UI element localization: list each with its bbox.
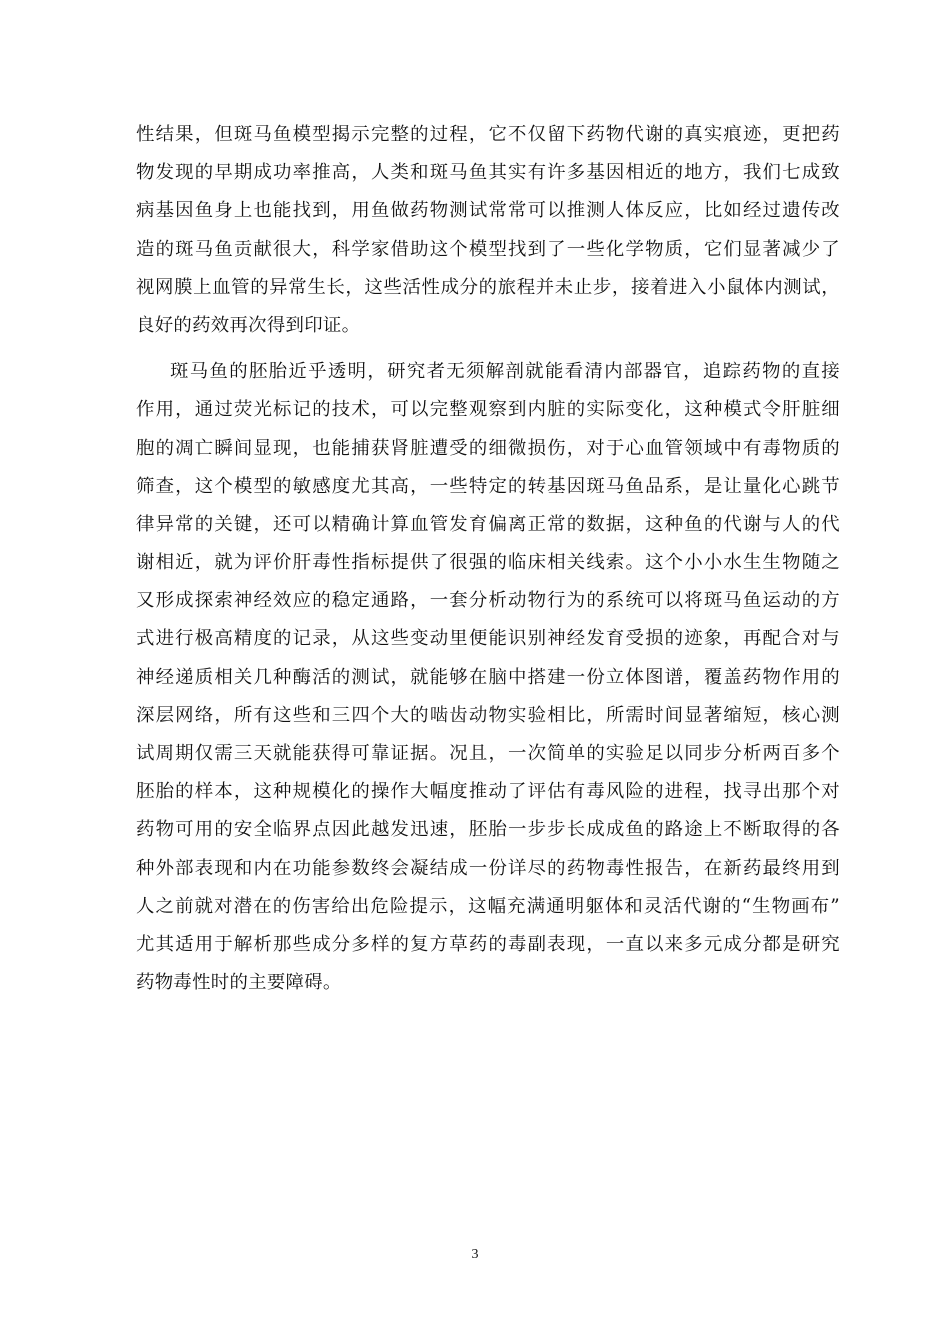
text-line: 谢相近，就为评价肝毒性指标提供了很强的临床相关线索。这个小小水生生物随之 [136,552,840,574]
text-line: 视网膜上血管的异常生长，这些活性成分的旅程并未止步，接着进入小鼠体内测试， [136,276,840,298]
text-line: 种外部表现和内在功能参数终会凝结成一份详尽的药物毒性报告，在新药最终用到 [136,857,840,879]
text-line: 人之前就对潜在的伤害给出危险提示，这幅充满通明躯体和灵活代谢的“生物画布” [136,895,840,917]
text-line: 胚胎的样本，这种规模化的操作大幅度推动了评估有毒风险的进程，找寻出那个对 [136,781,840,803]
text-line: 造的斑马鱼贡献很大，科学家借助这个模型找到了一些化学物质，它们显著减少了 [136,238,840,260]
text-line: 斑马鱼的胚胎近乎透明，研究者无须解剖就能看清内部器官，追踪药物的直接 [170,361,840,383]
page-number: 3 [471,1247,479,1262]
text-line: 物发现的早期成功率推高，人类和斑马鱼其实有许多基因相近的地方，我们七成致 [136,162,840,184]
text-line: 又形成探索神经效应的稳定通路，一套分析动物行为的系统可以将斑马鱼运动的方 [136,590,840,612]
text-line: 良好的药效再次得到印证。 [136,314,361,336]
text-line: 性结果，但斑马鱼模型揭示完整的过程，它不仅留下药物代谢的真实痕迹，更把药 [136,124,840,145]
text-line: 深层网络，所有这些和三四个大的啮齿动物实验相比，所需时间显著缩短，核心测 [136,704,840,726]
text-line: 胞的凋亡瞬间显现，也能捕获肾脏遭受的细微损伤，对于心血管领域中有毒物质的 [136,437,840,459]
text-line: 神经递质相关几种酶活的测试，就能够在脑中搭建一份立体图谱，覆盖药物作用的 [136,666,840,688]
text-line: 式进行极高精度的记录，从这些变动里便能识别神经发育受损的迹象，再配合对与 [136,628,840,650]
text-line: 尤其适用于解析那些成分多样的复方草药的毒副表现，一直以来多元成分都是研究 [136,933,840,955]
text-line: 药物毒性时的主要障碍。 [136,972,342,994]
text-line: 病基因鱼身上也能找到，用鱼做药物测试常常可以推测人体反应，比如经过遗传改 [136,200,840,222]
text-line: 作用，通过荧光标记的技术，可以完整观察到内脏的实际变化，这种模式令肝脏细 [136,399,840,421]
text-line: 筛查，这个模型的敏感度尤其高，一些特定的转基因斑马鱼品系，是让量化心跳节 [136,475,840,497]
text-line: 试周期仅需三天就能获得可靠证据。况且，一次简单的实验足以同步分析两百多个 [136,743,840,764]
body-text [136,116,840,1002]
text-line: 药物可用的安全临界点因此越发迅速，胚胎一步步长成成鱼的路途上不断取得的各 [136,819,840,841]
text-line: 律异常的关键，还可以精确计算血管发育偏离正常的数据，这种鱼的代谢与人的代 [136,513,840,535]
paragraph-gap [136,345,840,353]
paragraph-1 [136,116,840,345]
paragraph-2 [136,353,840,1002]
